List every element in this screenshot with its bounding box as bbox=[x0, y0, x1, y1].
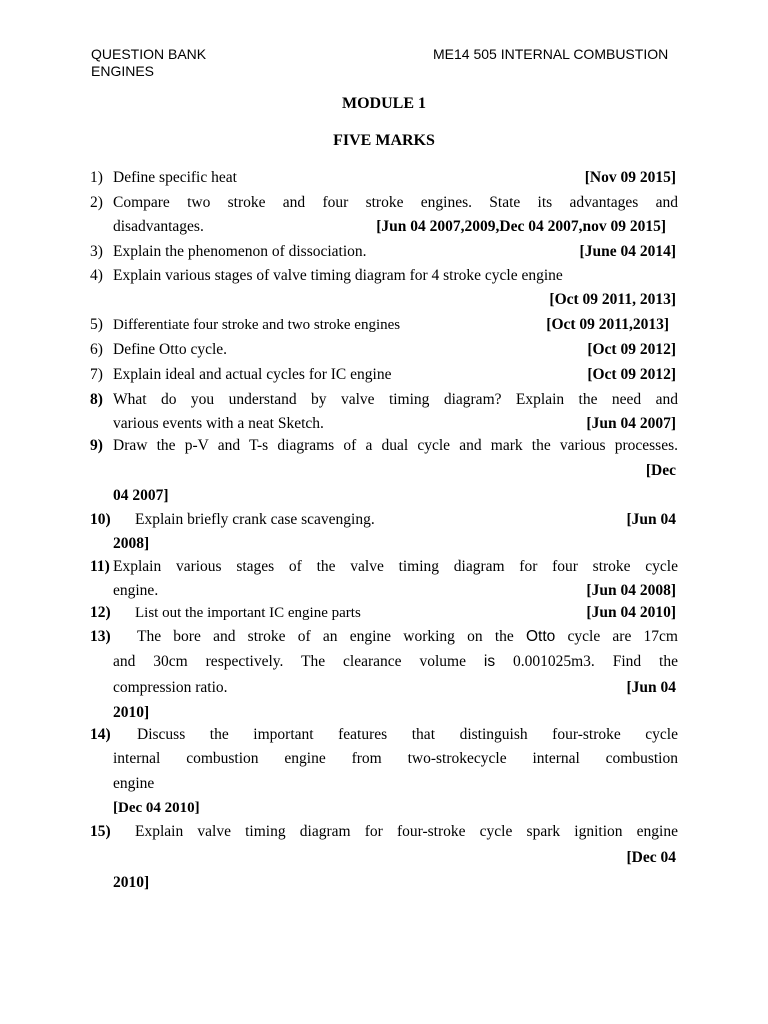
exam-reference: [Oct 09 2012] bbox=[587, 341, 676, 358]
text-segment: 0.001025m3. Find the bbox=[495, 653, 678, 670]
exam-reference: [Nov 09 2015] bbox=[584, 169, 676, 186]
text-segment: and 30cm respectively. The clearance volume bbox=[113, 653, 484, 670]
question-number: 11) bbox=[90, 558, 110, 575]
section-title: FIVE MARKS bbox=[333, 132, 435, 149]
question-number: 5) bbox=[90, 316, 103, 333]
question-number: 3) bbox=[90, 243, 103, 260]
exam-reference: [Jun 04 2008] bbox=[586, 582, 676, 599]
question-number: 15) bbox=[90, 823, 111, 840]
question-text: various events with a neat Sketch. bbox=[113, 415, 324, 432]
header-right: ME14 505 INTERNAL COMBUSTION bbox=[433, 46, 669, 62]
question-text: Explain various stages of the valve timing diagram for four stroke cycle bbox=[113, 558, 678, 575]
exam-reference-continued: 2010] bbox=[113, 874, 150, 891]
header-left: QUESTION BANK bbox=[91, 46, 207, 62]
exam-reference: [Dec 04 bbox=[626, 849, 676, 866]
question-text: List out the important IC engine parts bbox=[135, 605, 361, 621]
question-text bbox=[137, 625, 678, 649]
exam-reference-continued: 2008] bbox=[113, 535, 150, 552]
exam-reference: [Oct 09 2012] bbox=[587, 366, 676, 383]
exam-reference: [June 04 2014] bbox=[579, 243, 676, 260]
question-number: 2) bbox=[90, 194, 103, 211]
question-number: 8) bbox=[90, 391, 103, 408]
question-text: Discuss the important features that distinguish four-stroke cycle bbox=[137, 726, 678, 743]
question-text: Differentiate four stroke and two stroke engines bbox=[113, 317, 401, 333]
question-text: What do you understand by valve timing diagram? Explain the need and bbox=[113, 391, 678, 408]
text-segment: The bore and stroke of an engine working on the bbox=[137, 628, 526, 645]
question-text: engine. bbox=[113, 582, 159, 599]
question-text: Compare two stroke and four stroke engines. State its advantages and bbox=[113, 194, 678, 211]
question-number: 13) bbox=[90, 628, 111, 645]
question-number: 7) bbox=[90, 366, 103, 383]
exam-reference-continued: 04 2007] bbox=[113, 487, 169, 504]
question-text: internal combustion engine from two-strokecycle internal combustion bbox=[113, 750, 678, 767]
question-text: Explain valve timing diagram for four-stroke cycle spark ignition engine bbox=[135, 823, 678, 840]
question-text: Explain the phenomenon of dissociation. bbox=[113, 243, 367, 260]
question-text: engine bbox=[113, 775, 155, 792]
question-text: Define Otto cycle. bbox=[113, 341, 228, 358]
exam-reference-continued: 2010] bbox=[113, 704, 150, 721]
text-segment: is bbox=[483, 653, 496, 670]
exam-reference: [Dec 04 2010] bbox=[113, 800, 200, 816]
text-segment: cycle are 17cm bbox=[555, 628, 678, 645]
question-number: 12) bbox=[90, 604, 111, 621]
header-left-continued: ENGINES bbox=[91, 63, 155, 79]
exam-reference: [Jun 04 2010] bbox=[586, 604, 676, 621]
exam-reference: [Jun 04 2007] bbox=[586, 415, 676, 432]
question-text: Explain briefly crank case scavenging. bbox=[135, 511, 375, 528]
question-text: compression ratio. bbox=[113, 679, 228, 696]
exam-reference: [Jun 04 2007,2009,Dec 04 2007,nov 09 2015] bbox=[376, 218, 666, 235]
exam-reference: [Oct 09 2011,2013] bbox=[546, 316, 669, 333]
question-text bbox=[113, 650, 678, 674]
exam-reference: [Oct 09 2011, 2013] bbox=[549, 291, 676, 308]
exam-reference: [Jun 04 bbox=[626, 679, 676, 696]
question-text: Draw the p-V and T-s diagrams of a dual cycle and mark the various processes. bbox=[113, 437, 678, 454]
question-number: 9) bbox=[90, 437, 103, 454]
question-text: Explain ideal and actual cycles for IC engine bbox=[113, 366, 392, 383]
exam-reference: [Dec bbox=[645, 462, 676, 479]
question-number: 14) bbox=[90, 726, 111, 743]
question-number: 1) bbox=[90, 169, 103, 186]
question-text: Explain various stages of valve timing diagram for 4 stroke cycle engine bbox=[113, 267, 563, 284]
text-segment: Otto bbox=[526, 628, 556, 645]
question-text: disadvantages. bbox=[113, 218, 204, 235]
question-number: 4) bbox=[90, 267, 103, 284]
question-number: 10) bbox=[90, 511, 111, 528]
module-title: MODULE 1 bbox=[342, 95, 426, 112]
question-number: 6) bbox=[90, 341, 103, 358]
question-text: Define specific heat bbox=[113, 169, 237, 186]
exam-reference: [Jun 04 bbox=[626, 511, 676, 528]
